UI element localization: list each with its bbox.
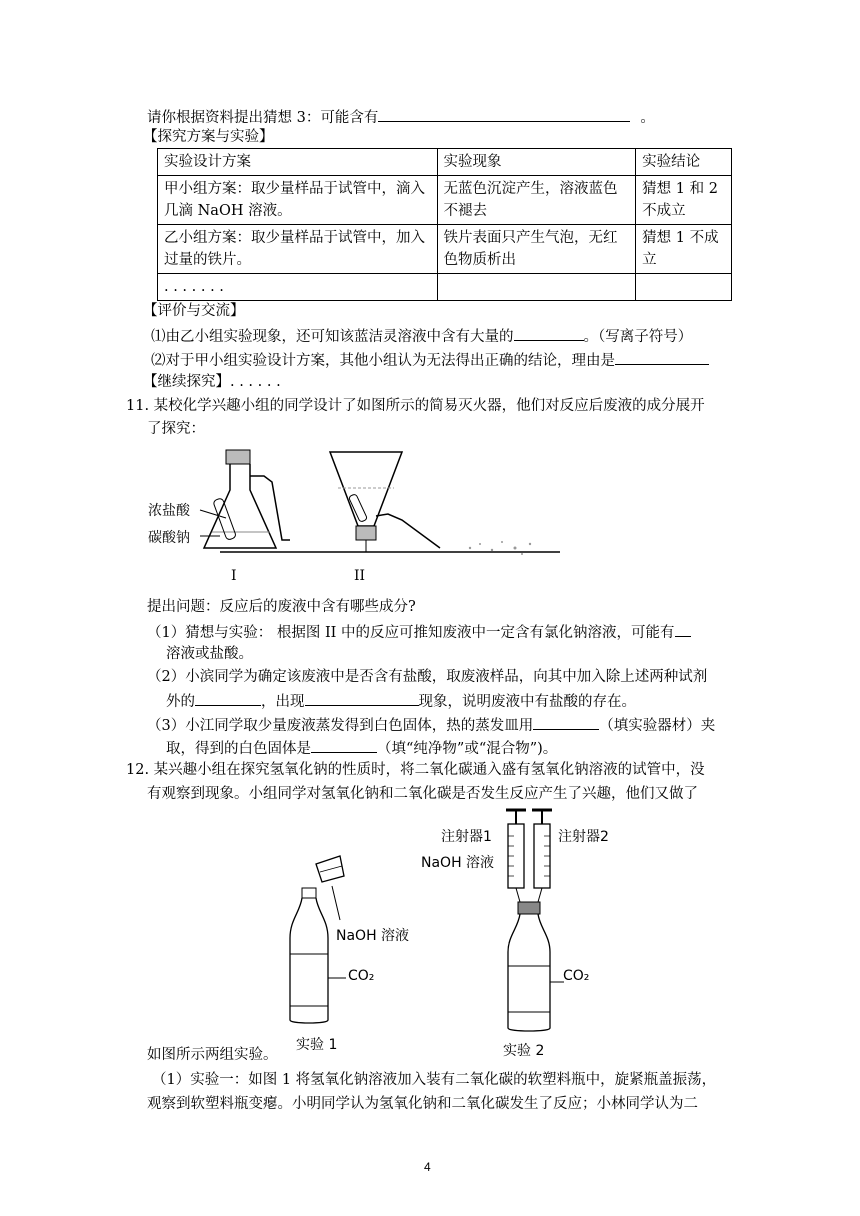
label-conc-hcl: 浓盐酸	[148, 503, 190, 519]
exp2-caption: 实验 2	[503, 1043, 545, 1059]
table-cell-conclusion	[636, 274, 732, 301]
label-figure-II: II	[354, 568, 366, 584]
table-header: 实验设计方案	[158, 149, 438, 176]
exp2-co2-label: CO₂	[563, 968, 590, 984]
experiment-table	[157, 148, 732, 301]
q11-part1-cont: 溶液或盐酸。	[166, 646, 253, 662]
fire-extinguisher-figure	[140, 440, 560, 590]
syringe1-label: 注射器1	[441, 829, 492, 845]
table-cell-plan: . . . . . . .	[158, 274, 438, 301]
q11-stem: 11. 某校化学兴趣小组的同学设计了如图所示的简易灭火器，他们对反应后废液的成分展开	[126, 398, 705, 414]
exp1-caption: 实验 1	[296, 1037, 338, 1053]
table-header: 实验现象	[437, 149, 636, 176]
table-row	[158, 176, 732, 225]
table-cell-conclusion: 猜想 1 不成 立	[636, 225, 732, 274]
answer-blank[interactable]	[195, 690, 261, 706]
answer-blank[interactable]	[533, 714, 599, 730]
table-cell-observation: 铁片表面只产生气泡，无红 色物质析出	[437, 225, 636, 274]
q11-part1: （1）猜想与实验： 根据图 II 中的反应可推知废液中一定含有氯化钠溶液，可能有	[147, 621, 691, 643]
table-cell-observation: 无蓝色沉淀产生，溶液蓝色 不褪去	[437, 176, 636, 225]
answer-blank[interactable]	[675, 621, 691, 637]
exp1-naoh-label: NaOH 溶液	[336, 928, 410, 944]
section-plan-heading: 【探究方案与实验】	[143, 129, 274, 145]
eval2-line: ⑵对于甲小组实验设计方案，其他小组认为无法得出正确的结论，理由是	[151, 349, 709, 371]
eval1-line: ⑴由乙小组实验现象，还可知该蓝洁灵溶液中含有大量的 。（写离子符号）	[151, 325, 692, 347]
table-cell-plan: 甲小组方案：取少量样品于试管中，滴入 几滴 NaOH 溶液。	[158, 176, 438, 225]
table-row	[158, 274, 732, 301]
label-sodium-carbonate: 碳酸钠	[148, 530, 190, 546]
section-eval-heading: 【评价与交流】	[143, 303, 245, 319]
table-header-row	[158, 149, 732, 176]
table-cell-conclusion: 猜想 1 和 2 不成立	[636, 176, 732, 225]
answer-blank[interactable]	[378, 106, 630, 122]
syringe2-label: 注射器2	[558, 829, 609, 845]
q12-intro: 如图所示两组实验。	[147, 1047, 278, 1063]
q12-part1: （1）实验一：如图 1 将氢氧化钠溶液加入装有二氧化碳的软塑料瓶中，旋紧瓶盖振荡，	[152, 1072, 717, 1088]
q12-part1-cont: 观察到软塑料瓶变瘪。小明同学认为氢氧化钠和二氧化碳发生了反应；小林同学认为二	[147, 1096, 698, 1112]
exp1-co2-label: CO₂	[348, 968, 375, 984]
section-continue-heading: 【继续探究】. . . . . .	[143, 374, 281, 390]
answer-blank[interactable]	[615, 349, 709, 365]
q11-stem-cont: 了探究：	[147, 421, 205, 437]
table-cell-plan: 乙小组方案：取少量样品于试管中，加入 过量的铁片。	[158, 225, 438, 274]
table-header: 实验结论	[636, 149, 732, 176]
q11-part3-cont: 取，得到的白色固体是 （填“纯净物”或“混合物”)。	[166, 737, 557, 759]
q11-part3: （3）小江同学取少量废液蒸发得到白色固体，热的蒸发皿用 （填实验器材）夹	[147, 714, 715, 736]
table-cell-observation	[437, 274, 636, 301]
label-figure-I: I	[231, 568, 237, 584]
page-number: 4	[424, 1160, 431, 1174]
answer-blank[interactable]	[305, 690, 419, 706]
q11-part2-cont: 外的 ，出现 现象，说明废液中有盐酸的存在。	[166, 690, 636, 712]
q11-question: 提出问题：反应后的废液中含有哪些成分?	[147, 599, 416, 615]
table-row	[158, 225, 732, 274]
answer-blank[interactable]	[311, 737, 377, 753]
answer-blank[interactable]	[514, 325, 584, 341]
q12-stem: 12. 某兴趣小组在探究氢氧化钠的性质时，将二氧化碳通入盛有氢氧化钠溶液的试管中，没	[126, 762, 705, 778]
q12-stem-cont: 有观察到现象。小组同学对氢氧化钠和二氧化碳是否发生反应产生了兴趣，他们又做了	[147, 786, 698, 802]
guess3-line: 请你根据资料提出猜想 3：可能含有 。	[147, 106, 655, 128]
q11-part2: （2）小滨同学为确定该废液中是否含有盐酸，取废液样品，向其中加入除上述两种试剂	[147, 669, 708, 685]
exp2-naoh-label: NaOH 溶液	[421, 855, 495, 871]
